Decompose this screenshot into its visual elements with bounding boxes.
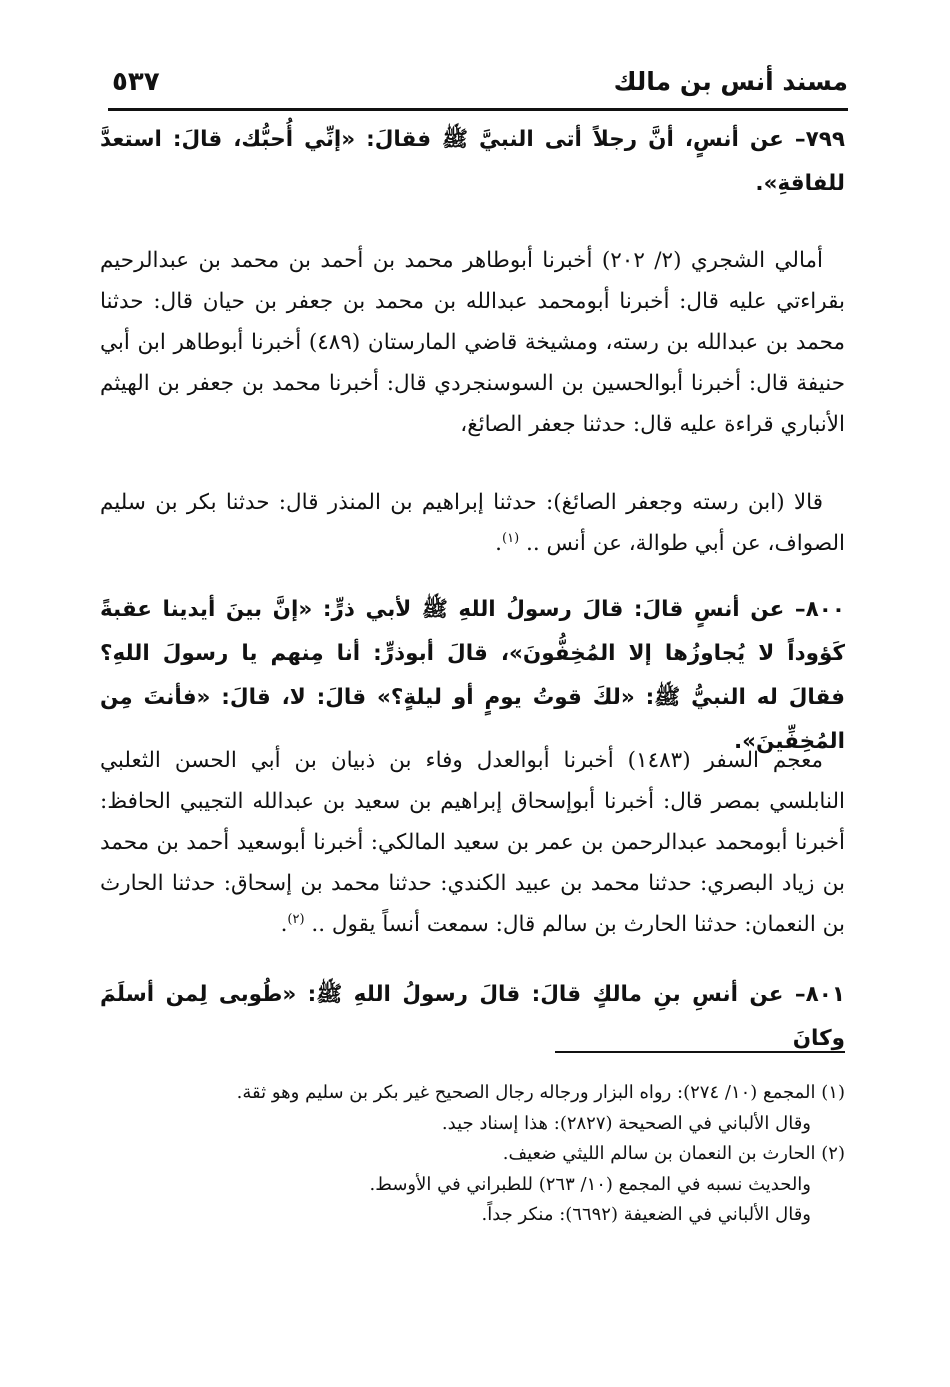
footnote-divider (555, 1051, 845, 1053)
footnotes (130, 1078, 845, 1231)
source-799-chain (100, 482, 845, 564)
footnote-2-line-1: (٢) الحارث بن النعمان بن سالم الليثي ضعيف. (502, 1143, 845, 1164)
running-title: مسند أنس بن مالك (613, 67, 848, 96)
footnote-1-line-1: (١) المجمع (١٠/ ٢٧٤): رواه البزار ورجاله رجال الصحيح غير بكر بن سليم وهو ثقة. (236, 1082, 845, 1103)
footnote-ref-2[interactable]: (٢) (287, 911, 305, 927)
source-800-main (100, 740, 845, 945)
source-799-main-text: أمالي الشجري (٢/ ٢٠٢) أخبرنا أبوطاهر محمد بن أحمد بن محمد بن عبدالرحيم بقراءتي عليه قال: أخبرنا أبومحمد عبدالله بن محمد بن جعفر بن حيان قال: حدثنا محمد بن عبدالله بن رسته، ومشيخة قاضي المارستان (٤٨٩) أخبرنا أبوطاهر ابن أبي حنيفة قال: أخبرنا أبوالحسين بن السوسنجردي قال: أخبرنا محمد بن جعفر بن الهيثم الأنباري قراءة عليه قال: حدثنا جعفر الصائغ، (100, 248, 845, 437)
hadith-801 (100, 973, 845, 1061)
source-800-main-text: معجم السفر (١٤٨٣) أخبرنا أبوالعدل وفاء بن ذبيان بن أبي الحسن الثعلبي النابلسي بمصر قال: أخبرنا أبوإسحاق إبراهيم بن سعيد بن عبدالله التجيبي الحافظ: أخبرنا أبومحمد عبدالرحمن بن عمر بن سعيد المالكي: أخبرنا أبوسعيد أحمد بن محمد بن زياد البصري: حدثنا محمد بن عبيد الكندي: حدثنا محمد بن إسحاق: حدثنا الحارث بن النعمان: حدثنا الحارث بن سالم قال: سمعت أنساً يقول .. (100, 748, 845, 937)
footnote-2-line-2: والحديث نسبه في المجمع (١٠/ ٢٦٣) للطبراني في الأوسط. (369, 1173, 811, 1195)
hadith-799-text: ٧٩٩– عن أنسٍ، أنَّ رجلاً أتى النبيَّ ﷺ فقالَ: «إنِّي أُحبُّك، قالَ: استعدَّ للفاقةِ». (100, 127, 845, 196)
source-800-end: . (280, 912, 288, 937)
footnote-ref-1[interactable]: (١) (502, 530, 520, 546)
page-number: ٥٣٧ (112, 67, 160, 97)
source-799-end: . (495, 531, 503, 556)
source-799-chain-text: قالا (ابن رسته وجعفر الصائغ): حدثنا إبراهيم بن المنذر قال: حدثنا بكر بن سليم الصواف، عن أبي طوالة، عن أنس .. (100, 490, 845, 556)
hadith-800-text: ٨٠٠– عن أنسٍ قالَ: قالَ رسولُ اللهِ ﷺ لأبي ذرٍّ: «إنَّ بينَ أيدينا عقبةً كَؤوداً لا يُجاوزُها إلا المُخِفُّونَ»، قالَ أبوذرٍّ: أنا مِنهم يا رسولَ اللهِ؟ فقالَ له النبيُّ ﷺ: «لكَ قوتُ يومٍ أو ليلةٍ؟» قالَ: لا، قالَ: «فأنتَ مِن المُخِفِّينَ». (100, 597, 845, 754)
footnote-1-line-2: وقال الألباني في الصحيحة (٢٨٢٧): هذا إسناد جيد. (441, 1112, 811, 1134)
page-header (108, 62, 848, 111)
footnote-2-line-3: وقال الألباني في الضعيفة (٦٦٩٢): منكر جداً. (481, 1204, 811, 1225)
hadith-801-text: ٨٠١– عن أنسِ بنِ مالكٍ قالَ: قالَ رسولُ اللهِ ﷺ: «طُوبى لِمن أسلَمَ وكانَ (100, 982, 845, 1051)
hadith-799 (100, 118, 845, 206)
source-799-main (100, 240, 845, 445)
hadith-800 (100, 588, 845, 764)
